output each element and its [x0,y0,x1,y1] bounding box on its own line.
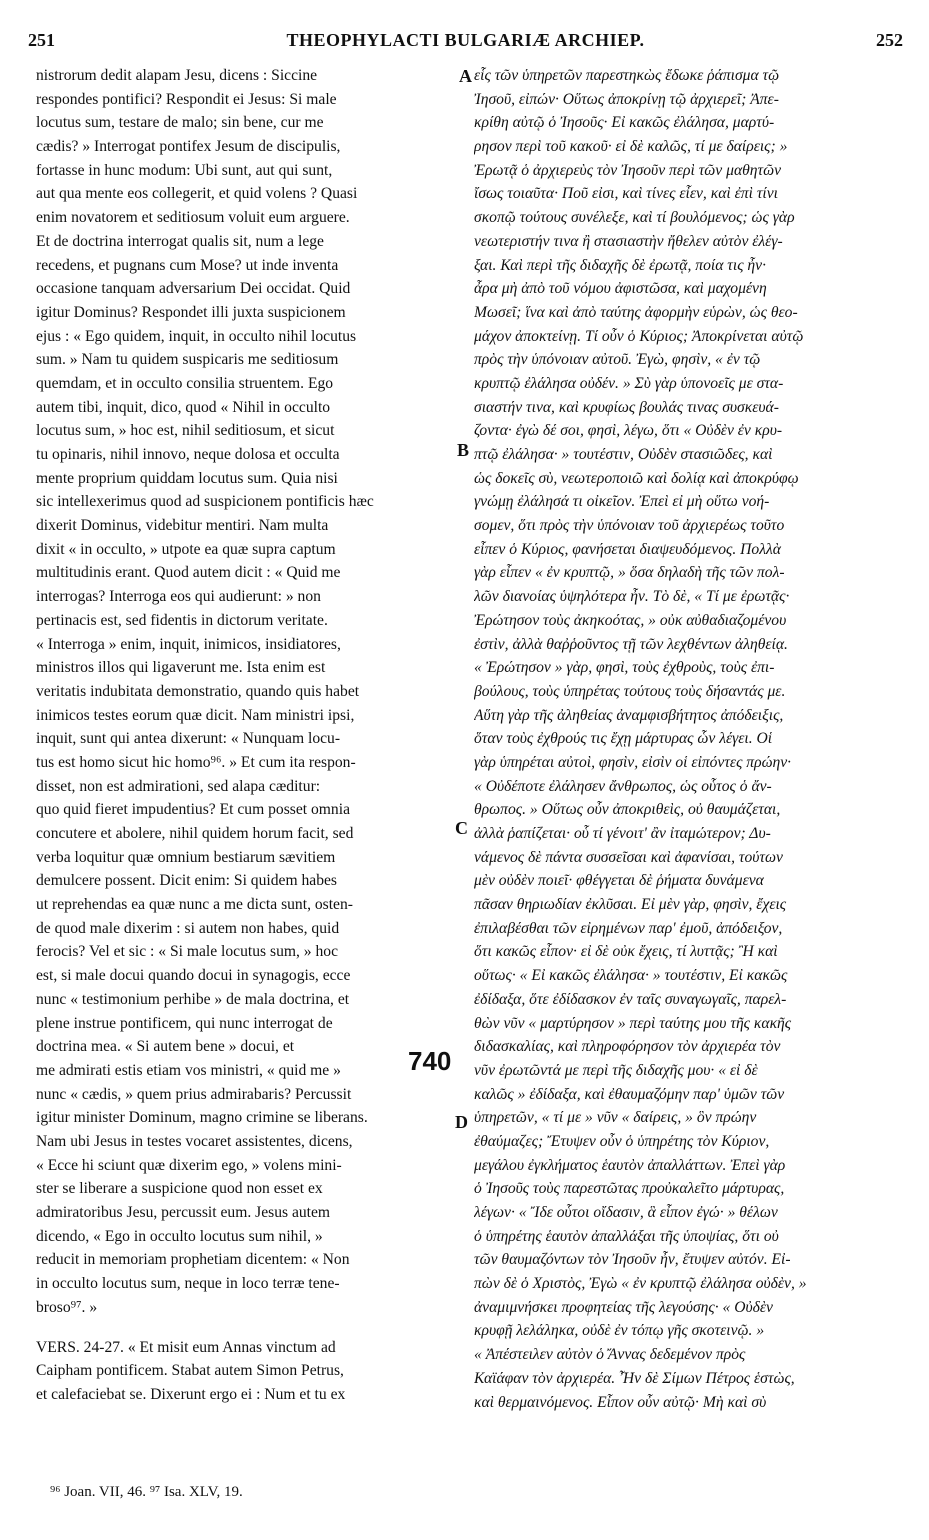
text-line: νῦν ἐρωτῶντά με περὶ τῆς διδαχῆς μου· « εἰ δὲ [474,1061,758,1079]
text-line: de quod male dixerim : si autem non habes, quid [36,919,340,937]
text-line: veritatis indubitata demonstratio, quando quis habet [36,682,360,700]
text-line: nistrorum dedit alapam Jesu, dicens : Siccine [36,67,318,84]
text-line: nunc « testimonium perhibe » de mala doctrina, et [36,990,350,1008]
text-line: εἶπεν ὁ Κύριος, φανήσεται διαψευδόμενος. Πολλὰ [474,540,781,558]
text-line: respondes pontifici? Respondit ei Jesus: Si male [36,90,337,108]
text-line: ὁ Ἰησοῦς τοὺς παρεστῶτας προὐκαλεῖτο μάρτυρας, [474,1180,785,1198]
text-line: in occulto locutus sum, neque in loco terræ tene- [36,1275,340,1293]
greek-column [474,64,904,1414]
text-line: καλῶς » ἐδίδαξα, καὶ ἐθαυμαζόμην παρ' ὑμῶν τῶν [474,1085,785,1103]
text-line: ὑπηρετῶν, « τί με » νῦν « δαίρεις, » ὃν πρώην [474,1109,757,1127]
text-line: ejus : « Ego quidem, inquit, in occulto nihil locutus [36,327,357,345]
text-line: βούλους, τοὺς ὑπηρέτας τούτους τοὺς δήσαντάς με. [474,682,786,700]
text-line: sic intellexerimus quod ad suspicionem pontificis hæc [36,493,374,511]
text-line: μὲν οὐδὲν ποιεῖ· φθέγγεται δὲ ῥήματα δυνάμενα [474,872,764,890]
text-line: ὅταν τοὺς ἐχθρούς τις ἔχῃ μάρτυρας ὧν λέγει. Οἱ [474,730,773,748]
text-line: Μωσεῖ; ἵνα καὶ ἀπὸ ταύτης ἀφορμὴν εὑρὼν, ὡς θεο- [474,303,798,321]
text-line: reducit in memoriam prophetiam dicentem: « Non [36,1251,350,1269]
text-line: ἐστὶν, ἀλλὰ θαῤῥοῦντος τῇ τῶν λεχθέντων ἀληθείᾳ. [474,635,788,653]
text-line: « Ecce hi sciunt quæ dixerim ego, » volens mini- [36,1156,342,1174]
text-line: doctrina mea. « Si autem bene » docui, et [36,1038,295,1056]
text-line: nunc « cædis, » quem prius admirabaris? Percussit [36,1085,352,1103]
text-line: et calefaciebat se. Dixerunt ergo ei : Num et tu ex [36,1386,346,1404]
text-line: ξαι. Καὶ περὶ τῆς διδαχῆς δὲ ἐρωτᾷ, ποία τις ἦν· [474,256,766,274]
text-line: μάχον ἀποκτείνῃ. Τί οὖν ὁ Κύριος; Ἀποκρίνεται αὐτῷ [474,327,804,345]
text-line: Καϊάφαν τὸν ἀρχιερέα. Ἦν δὲ Σίμων Πέτρος ἑστὼς, [474,1369,795,1387]
text-line: ὅτι κακῶς εἶπον· εἰ δὲ οὐκ ἔχεις, τί λυττᾷς; Ἢ καὶ [474,943,778,961]
page-number-right: 252 [876,30,903,50]
text-line: ζοντα· ἐγὼ δέ σοι, φησὶ, λέγω, ὅτι « Οὐδὲν ἐν κρυ- [474,422,783,440]
text-line: κρυπτῷ ἐλάλησα οὐδέν. » Σὺ γὰρ ὑπονοεῖς με στα- [474,374,784,392]
text-line: enim novatorem et seditiosum voluit eum arguere. [36,209,350,227]
text-line: interrogas? Interroga eos qui audierunt: » non [36,588,321,606]
text-line: ἐπιλαβέσθαι τῶν εἰρημένων παρ' ἐμοῦ, ἀπόδειξον, [474,919,783,937]
footnotes: ⁹⁶ Joan. VII, 46. ⁹⁷ Isa. XLV, 19. [50,1484,243,1500]
page-number-left: 251 [28,30,55,50]
running-header [28,30,903,56]
text-line: occasione tanquam adversarium Dei occidat. Quid [36,280,351,298]
text-line: est, si male docui quando docui in synagogis, ecce [36,967,351,985]
latin-column [36,64,456,1407]
text-line: εἷς τῶν ὑπηρετῶν παρεστηκὼς ἔδωκε ῥάπισμα τῷ [474,67,780,84]
text-line: disset, non est admirationi, sed alapa cæditur: [36,777,321,795]
text-line: Ἰησοῦ, εἰπών· Οὕτως ἀποκρίνῃ τῷ ἀρχιερεῖ; Ἀπε- [474,90,779,108]
text-line: γνώμῃ ἐλάλησά τι οἰκεῖον. Ἐπεὶ εἰ μὴ οὕτω νοή- [474,493,770,511]
text-line: sum. » Nam tu quidem suspicaris me seditiosum [36,351,339,369]
text-line: ἀναμιμνήσκει προφητείας τῆς λεγούσης· « Οὐδὲν [474,1298,773,1316]
section-marker-b: B [457,440,470,460]
text-line: inquit, sunt qui antea dixerunt: « Nunquam locu- [36,730,341,748]
text-line: πᾶσαν θηριωδίαν ἐκλῦσαι. Εἰ μὲν γὰρ, φησὶν, ἔχεις [474,896,787,914]
text-line: ἐθαύμαζες; Ἔτυψεν οὖν ὁ ὑπηρέτης τὸν Κύριον, [474,1132,770,1150]
text-line: verba loquitur quæ omnium bestiarum sævitiem [36,848,336,866]
text-line: dixit « in occulto, » utpote ea quæ supra captum [36,540,336,558]
text-line: broso⁹⁷. » [36,1298,98,1316]
text-line: ὡς δοκεῖς σὺ, νεωτεροποιῶ καὶ δολίᾳ καὶ ἀποκρύφῳ [474,469,799,487]
text-line: νάμενος δὲ πάντα συσσεῖσαι καὶ ἀφανίσαι, τούτων [474,848,783,866]
text-line: Ἐρώτησον τοὺς ἀκηκοότας, » οὐκ αὐθαδιαζομένου [474,611,787,629]
text-line: aut qua mente eos collegerit, et quid volens ? Quasi [36,185,358,203]
text-line: Et de doctrina interrogat qualis sit, num a lege [36,232,324,250]
text-line: mente proprium quiddam locutus sum. Quia nisi [36,469,338,487]
section-marker-d: D [455,1112,468,1132]
text-line: γὰρ εἶπεν « ἐν κρυπτῷ, » ὅσα δηλαδὴ τῆς τῶν πολ- [474,564,785,582]
text-line: quo quid fieret impudentius? Et cum posset omnia [36,801,350,819]
text-line: cædis? » Interrogat pontifex Jesum de discipulis, [36,138,341,156]
text-line: πρὸς τὴν ὑπόνοιαν αὐτοῦ. Ἐγὼ, φησὶν, « ἐν τῷ [474,351,761,369]
text-line: λέγων· « Ἴδε οὗτοι οἴδασιν, ἃ εἶπον ἐγώ· » θέλων [474,1204,778,1221]
text-line: ministros illos qui ligaverunt me. Ista enim est [36,659,326,677]
text-line: locutus sum, » hoc est, nihil seditiosum, et sicut [36,422,335,440]
text-line: ut reprehendas ea quæ nunc a me dicta sunt, osten- [36,896,353,914]
text-line: νεωτεριστήν τινα ἢ στασιαστὴν ἤθελεν αὐτὸν ἐλέγ- [474,232,783,250]
text-line: fortasse in hunc modum: Ubi sunt, aut qui sunt, [36,161,333,179]
text-line: διδασκαλίας, καὶ πληροφόρησον τὸν ἀρχιερέα τὸν [474,1038,781,1056]
text-line: μεγάλου ἐγκλήματος ἑαυτὸν ἀπαλλάττων. Ἐπεὶ γὰρ [474,1156,786,1174]
text-line: dixerit Dominus, videbitur mentiri. Nam multa [36,517,329,535]
column-number: 740 [408,1046,452,1076]
text-line: σιαστήν τινα, καὶ κρυφίως βουλάς τινας συσκευά- [474,398,779,416]
section-marker-c: C [455,818,468,838]
text-line: οὕτως· « Εἰ κακῶς ἐλάλησα· » τουτέστιν, Εἰ κακῶς [474,967,788,985]
text-line: Nam ubi Jesus in testes vocaret assistentes, dicens, [36,1132,353,1150]
text-line: demulcere possent. Dicit enim: Si quidem habes [36,872,337,890]
text-line: concutere et abolere, nihil quidem horum facit, sed [36,825,354,842]
text-line: θρωπος. » Οὕτως οὖν ἀποκριθεὶς, οὐ θαυμάζεται, [474,801,781,819]
text-line: « Ἀπέστειλεν αὐτὸν ὁ Ἄννας δεδεμένον πρὸς [474,1346,746,1364]
text-line: admiratoribus Jesu, percussit eum. Jesus autem [36,1204,331,1221]
text-line: recedens, et pugnans cum Mose? ut inde inventa [36,256,339,274]
text-line: σομεν, ὅτι πρὸς τὴν ὑπόνοιαν τοῦ ἀρχιερέως τοῦτο [474,517,785,535]
text-line: ster se liberare a suspicione quod non esset ex [36,1180,323,1198]
text-line: ἴσως τοιαῦτα· Ποῦ εἰσι, καὶ τίνες εἶεν, καὶ ἐπὶ τίνι [474,185,778,203]
text-line: igitur minister Dominum, magno crimine se liberans. [36,1109,368,1127]
text-line: tu opinaris, nihil innovo, neque dolosa et occulta [36,446,340,463]
text-line: Ἐρωτᾷ ὁ ἀρχιερεὺς τὸν Ἰησοῦν περὶ τῶν μαθητῶν [474,161,782,179]
text-line: pertinacis est, sed fidentis in dictorum veritate. [36,611,328,629]
text-line: igitur Dominus? Respondet illi juxta suspicionem [36,303,346,321]
section-marker-a: A [459,66,472,86]
text-line: Αὕτη γὰρ τῆς ἀληθείας ἀναμφισβήτητος ἀπόδειξις, [474,706,784,724]
text-line: ἀλλὰ ῥαπίζεται· οὗ τί γένοιτ' ἂν ἰταμώτερον; Δυ- [474,825,771,842]
text-line: « Interroga » enim, inquit, inimicos, insidiatores, [36,635,341,653]
text-line: VERS. 24-27. « Et misit eum Annas vinctum ad [36,1338,336,1356]
text-line: « Ἐρώτησον » γὰρ, φησὶ, τοὺς ἐχθροὺς, τοὺς ἐπι- [474,659,775,677]
text-line: Caipham pontificem. Stabat autem Simon Petrus, [36,1362,344,1380]
text-line: ferocis? Vel et sic : « Si male locutus sum, » hoc [36,943,338,961]
text-line: plene instrue pontificem, qui nunc interrogat de [36,1014,333,1032]
text-line: inimicos testes eorum quæ dicit. Nam ministri ipsi, [36,706,355,724]
text-line: γὰρ ὑπηρέται αὐτοὶ, φησὶν, εἰσὶν οἱ εἰπόντες πρώην· [474,753,792,771]
text-line: « Οὐδέποτε ἐλάλησεν ἄνθρωπος, ὡς οὗτος ὁ ἄν- [474,777,772,795]
text-line: autem tibi, inquit, dico, quod « Nihil in occulto [36,398,331,416]
text-line: ἆρα μὴ ἀπὸ τοῦ νόμου ἀφιστῶσα, καὶ μαχομένη [474,280,767,298]
text-line: λῶν διανοίας ὑψηλότερα ἦν. Τὸ δὲ, « Τί με ἐρωτᾷς· [474,588,790,606]
text-line: τῶν θαυμαζόντων τὸν Ἰησοῦν ἦν, ἔτυψεν αὐτόν. Εἰ- [474,1251,791,1269]
text-line: ἐδίδαξα, ὅτε ἐδίδασκον ἐν ταῖς συναγωγαῖς, παρελ- [474,990,787,1008]
text-line: πὼν δὲ ὁ Χριστὸς, Ἐγὼ « ἐν κρυπτῷ ἐλάλησα οὐδὲν, » [474,1275,807,1293]
text-line: κρυφῇ λελάληκα, οὐδὲ ἐν τόπῳ γῆς σκοτεινῷ. » [474,1322,765,1340]
text-line: ρησον περὶ τοῦ κακοῦ· εἰ δὲ καλῶς, τί με δαίρεις; » [474,138,788,156]
text-line: καὶ θερμαινόμενος. Εἶπον οὖν αὐτῷ· Μὴ καὶ σὺ [474,1393,767,1411]
text-line: tus est homo sicut hic homo⁹⁶. » Et cum ita respon- [36,753,356,771]
text-line: quemdam, et in occulto consilia struentem. Ego [36,374,334,392]
text-line: ὁ ὑπηρέτης ἑαυτὸν ἀπαλλάξαι τῆς ὑποψίας, ὅτι οὐ [474,1227,779,1245]
text-line: πτῷ ἐλάλησα· » τουτέστιν, Οὐδὲν στασιῶδες, καὶ [474,446,773,463]
text-line: me admirati estis etiam vos ministri, « quid me » [36,1061,341,1079]
text-line: σκοπῷ τούτους συνέλεξε, καὶ τί βουλόμενος; ὡς γὰρ [474,209,795,227]
running-title: THEOPHYLACTI BULGARIÆ ARCHIEP. [286,30,645,50]
text-line: κρίθη αὐτῷ ὁ Ἰησοῦς· Εἰ κακῶς ἐλάλησα, μαρτύ- [474,114,775,132]
text-line: locutus sum, testare de malo; sin bene, cur me [36,114,324,132]
text-line: dicendo, « Ego in occulto locutus sum nihil, » [36,1227,323,1245]
text-line: θὼν νῦν « μαρτύρησον » περὶ ταύτης μου τῆς κακῆς [474,1014,792,1032]
text-line: multitudinis erant. Quod autem dicit : « Quid me [36,564,341,582]
